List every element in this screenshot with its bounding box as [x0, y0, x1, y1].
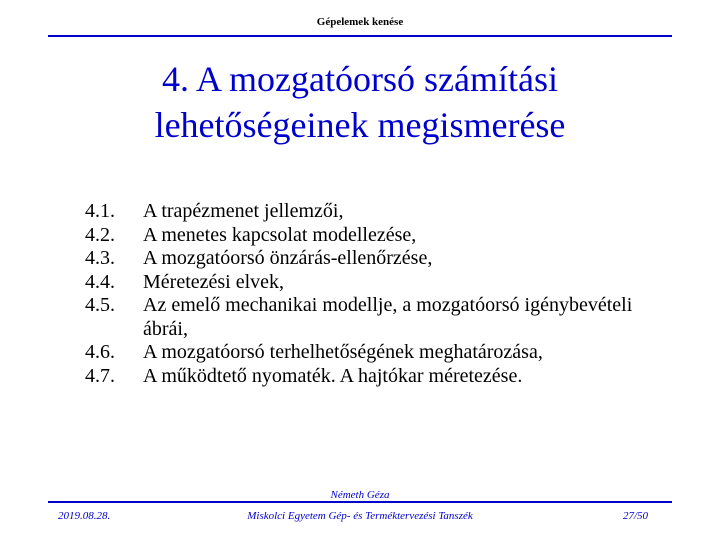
list-item-number: 4.7.: [85, 364, 115, 387]
list-item-text: Az emelő mechanikai modellje, a mozgatóorsó igénybevételi ábrái,: [143, 294, 633, 340]
list-item: [85, 200, 685, 224]
list-item-number: 4.2.: [85, 223, 115, 246]
list-item-text: A működtető nyomaték. A hajtókar méretezése.: [143, 364, 523, 387]
list-item-number: 4.6.: [85, 341, 115, 363]
list-item-text: Méretezési elvek,: [143, 270, 285, 293]
header-title: Gépelemek kenése: [316, 16, 404, 28]
list-item: [85, 224, 685, 248]
list-item-number: 4.5.: [85, 294, 115, 316]
list-item-number: 4.1.: [85, 200, 115, 222]
page-number: 27/50: [622, 510, 648, 522]
header-divider: [48, 35, 672, 37]
list-item: [85, 271, 685, 295]
list-item-number: 4.4.: [85, 270, 115, 293]
list-item: [85, 247, 685, 271]
list-item-number: 4.3.: [85, 247, 115, 269]
footer-author: Németh Géza: [330, 489, 390, 501]
list-item-text: A menetes kapcsolat modellezése,: [143, 223, 417, 246]
list-item-text: A mozgatóorsó terhelhetőségének meghatározása,: [143, 341, 543, 363]
list-item: [85, 341, 685, 365]
footer-date: 2019.08.28.: [58, 510, 111, 522]
table-of-contents: [85, 200, 685, 388]
slide-title: 4. A mozgatóorsó számítási lehetőségeinek megismerése: [154, 59, 566, 145]
list-item-text: A trapézmenet jellemzői,: [143, 200, 344, 222]
footer-divider: [48, 501, 672, 503]
list-item-text: A mozgatóorsó önzárás-ellenőrzése,: [143, 247, 433, 269]
footer-institution: Miskolci Egyetem Gép- és Terméktervezési Tanszék: [247, 510, 473, 522]
list-item: [85, 294, 685, 341]
list-item: [85, 365, 685, 389]
